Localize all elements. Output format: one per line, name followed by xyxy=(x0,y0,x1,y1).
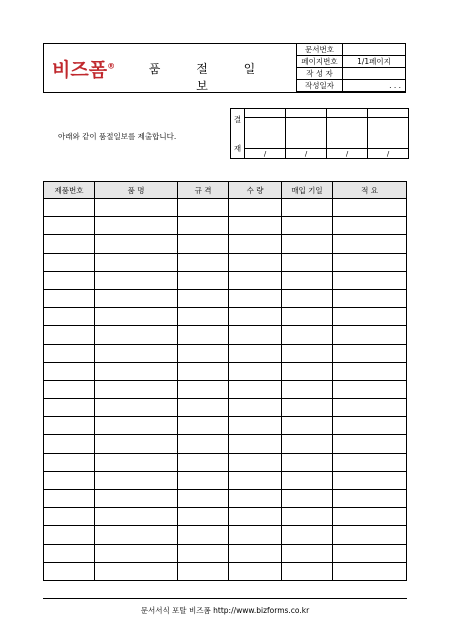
table-cell[interactable] xyxy=(44,380,95,398)
table-cell[interactable] xyxy=(44,308,95,326)
table-cell[interactable] xyxy=(178,199,229,217)
meta-value[interactable] xyxy=(343,44,406,56)
table-cell[interactable] xyxy=(333,526,407,544)
table-cell[interactable] xyxy=(95,235,178,253)
table-cell[interactable] xyxy=(95,453,178,471)
table-cell[interactable] xyxy=(44,362,95,380)
table-cell[interactable] xyxy=(44,199,95,217)
meta-row xyxy=(297,80,406,92)
meta-value[interactable]: . . . xyxy=(343,80,406,92)
logo: 비즈폼® xyxy=(52,59,116,81)
table-cell[interactable] xyxy=(178,453,229,471)
approval-sign-cell[interactable] xyxy=(245,118,286,149)
table-cell[interactable] xyxy=(178,544,229,562)
table-cell[interactable] xyxy=(282,199,333,217)
table-cell[interactable] xyxy=(333,289,407,307)
table-cell[interactable] xyxy=(178,417,229,435)
col-product-no: 제품번호 xyxy=(44,182,95,199)
table-cell[interactable] xyxy=(282,271,333,289)
table-cell[interactable] xyxy=(44,344,95,362)
table-cell[interactable] xyxy=(333,508,407,526)
table-cell[interactable] xyxy=(229,326,282,344)
table-cell[interactable] xyxy=(282,490,333,508)
table-cell[interactable] xyxy=(95,199,178,217)
table-row xyxy=(44,508,407,526)
table-cell[interactable] xyxy=(229,562,282,580)
approval-sign-cell[interactable] xyxy=(327,118,368,149)
document-title: 품 절 일 보 xyxy=(148,62,272,93)
table-row xyxy=(44,417,407,435)
table-row xyxy=(44,271,407,289)
table-cell[interactable] xyxy=(282,308,333,326)
approval-date-cell[interactable]: / xyxy=(286,149,327,159)
table-cell[interactable] xyxy=(282,217,333,235)
table-cell[interactable] xyxy=(44,490,95,508)
table-row xyxy=(44,217,407,235)
table-cell[interactable] xyxy=(178,217,229,235)
table-cell[interactable] xyxy=(333,253,407,271)
table-cell[interactable] xyxy=(229,435,282,453)
table-row xyxy=(44,253,407,271)
meta-label: 페이지번호 xyxy=(297,56,343,68)
approval-date-cell[interactable]: / xyxy=(245,149,286,159)
table-row xyxy=(44,326,407,344)
table-cell[interactable] xyxy=(282,326,333,344)
table-cell[interactable] xyxy=(333,235,407,253)
table-cell[interactable] xyxy=(229,344,282,362)
meta-row xyxy=(297,56,406,68)
table-cell[interactable] xyxy=(282,380,333,398)
table-cell[interactable] xyxy=(178,490,229,508)
table-cell[interactable] xyxy=(44,453,95,471)
table-row xyxy=(44,544,407,562)
table-cell[interactable] xyxy=(178,344,229,362)
table-cell[interactable] xyxy=(44,544,95,562)
table-cell[interactable] xyxy=(95,253,178,271)
table-cell[interactable] xyxy=(282,399,333,417)
table-cell[interactable] xyxy=(178,253,229,271)
table-cell[interactable] xyxy=(95,399,178,417)
table-cell[interactable] xyxy=(333,544,407,562)
approval-title-cell[interactable] xyxy=(368,109,409,118)
table-cell[interactable] xyxy=(333,562,407,580)
table-cell[interactable] xyxy=(95,289,178,307)
table-cell[interactable] xyxy=(282,471,333,489)
table-row xyxy=(44,471,407,489)
stockout-table xyxy=(43,181,407,581)
table-cell[interactable] xyxy=(333,417,407,435)
table-cell[interactable] xyxy=(178,508,229,526)
table-cell[interactable] xyxy=(333,435,407,453)
table-cell[interactable] xyxy=(282,453,333,471)
table-row xyxy=(44,399,407,417)
table-cell[interactable] xyxy=(178,380,229,398)
table-cell[interactable] xyxy=(178,235,229,253)
table-cell[interactable] xyxy=(333,471,407,489)
approval-sign-cell[interactable] xyxy=(368,118,409,149)
table-cell[interactable] xyxy=(178,562,229,580)
col-remarks: 적 요 xyxy=(333,182,407,199)
table-cell[interactable] xyxy=(333,453,407,471)
col-purchase-date: 매입 기일 xyxy=(282,182,333,199)
table-row xyxy=(44,344,407,362)
table-cell[interactable] xyxy=(333,326,407,344)
table-cell[interactable] xyxy=(333,308,407,326)
table-cell[interactable] xyxy=(229,362,282,380)
table-cell[interactable] xyxy=(282,235,333,253)
table-cell[interactable] xyxy=(178,435,229,453)
table-row xyxy=(44,362,407,380)
table-row xyxy=(44,526,407,544)
table-cell[interactable] xyxy=(282,253,333,271)
table-body xyxy=(44,199,407,581)
table-row xyxy=(44,435,407,453)
meta-label: 문서번호 xyxy=(297,44,343,56)
table-cell[interactable] xyxy=(44,435,95,453)
table-cell[interactable] xyxy=(229,526,282,544)
table-cell[interactable] xyxy=(333,199,407,217)
table-cell[interactable] xyxy=(333,362,407,380)
table-cell[interactable] xyxy=(229,508,282,526)
table-cell[interactable] xyxy=(95,417,178,435)
table-cell[interactable] xyxy=(333,217,407,235)
col-quantity: 수 량 xyxy=(229,182,282,199)
table-cell[interactable] xyxy=(44,399,95,417)
table-cell[interactable] xyxy=(178,289,229,307)
table-cell[interactable] xyxy=(95,544,178,562)
footer-divider xyxy=(43,598,407,599)
table-cell[interactable] xyxy=(282,526,333,544)
table-cell[interactable] xyxy=(95,490,178,508)
table-cell[interactable] xyxy=(229,471,282,489)
footer-text: 문서서식 포탈 비즈폼 http://www.bizforms.co.kr xyxy=(140,606,310,615)
table-row xyxy=(44,490,407,508)
table-cell[interactable] xyxy=(44,508,95,526)
meta-row xyxy=(297,44,406,56)
approval-sign-cell[interactable] xyxy=(286,118,327,149)
table-cell[interactable] xyxy=(95,562,178,580)
table-cell[interactable] xyxy=(229,308,282,326)
meta-value[interactable] xyxy=(343,68,406,80)
table-cell[interactable] xyxy=(282,562,333,580)
table-cell[interactable] xyxy=(95,435,178,453)
table-cell[interactable] xyxy=(95,308,178,326)
table-cell[interactable] xyxy=(44,326,95,344)
table-cell[interactable] xyxy=(333,490,407,508)
table-cell[interactable] xyxy=(178,399,229,417)
approval-title-cell[interactable] xyxy=(286,109,327,118)
table-cell[interactable] xyxy=(95,344,178,362)
meta-row xyxy=(297,68,406,80)
registered-mark: ® xyxy=(107,61,116,71)
table-cell[interactable] xyxy=(229,289,282,307)
approval-date-cell[interactable]: / xyxy=(368,149,409,159)
table-cell[interactable] xyxy=(44,562,95,580)
approval-title-cell[interactable] xyxy=(327,109,368,118)
table-row xyxy=(44,380,407,398)
table-row xyxy=(44,289,407,307)
table-cell[interactable] xyxy=(282,544,333,562)
approval-title-cell[interactable] xyxy=(245,109,286,118)
table-cell[interactable] xyxy=(229,399,282,417)
col-item-name: 품 명 xyxy=(95,182,178,199)
table-cell[interactable] xyxy=(95,526,178,544)
table-cell[interactable] xyxy=(333,380,407,398)
table-cell[interactable] xyxy=(229,380,282,398)
table-row xyxy=(44,199,407,217)
table-cell[interactable] xyxy=(44,471,95,489)
table-cell[interactable] xyxy=(229,199,282,217)
approval-date-cell[interactable]: / xyxy=(327,149,368,159)
table-row xyxy=(44,308,407,326)
table-cell[interactable] xyxy=(95,380,178,398)
table-cell[interactable] xyxy=(44,417,95,435)
table-cell[interactable] xyxy=(282,508,333,526)
table-cell[interactable] xyxy=(95,217,178,235)
table-cell[interactable] xyxy=(95,471,178,489)
table-cell[interactable] xyxy=(229,253,282,271)
col-spec: 규 격 xyxy=(178,182,229,199)
table-cell[interactable] xyxy=(282,344,333,362)
table-cell[interactable] xyxy=(229,417,282,435)
table-cell[interactable] xyxy=(178,326,229,344)
table-cell[interactable] xyxy=(95,508,178,526)
table-cell[interactable] xyxy=(44,217,95,235)
table-cell[interactable] xyxy=(229,544,282,562)
table-cell[interactable] xyxy=(178,526,229,544)
approval-label: 결 재 xyxy=(231,109,245,159)
meta-value[interactable]: 1/1페이지 xyxy=(343,56,406,68)
table-cell[interactable] xyxy=(178,471,229,489)
table-cell[interactable] xyxy=(282,362,333,380)
table-cell[interactable] xyxy=(44,271,95,289)
table-cell[interactable] xyxy=(44,253,95,271)
table-cell[interactable] xyxy=(44,289,95,307)
statement-text: 아래와 같이 품절일보를 제출합니다. xyxy=(58,132,177,141)
table-cell[interactable] xyxy=(178,271,229,289)
table-cell[interactable] xyxy=(44,526,95,544)
approval-box xyxy=(230,108,409,159)
table-cell[interactable] xyxy=(229,271,282,289)
table-cell[interactable] xyxy=(333,399,407,417)
table-cell[interactable] xyxy=(282,417,333,435)
table-cell[interactable] xyxy=(95,362,178,380)
table-cell[interactable] xyxy=(95,271,178,289)
table-cell[interactable] xyxy=(282,289,333,307)
table-cell[interactable] xyxy=(44,235,95,253)
document-meta-table xyxy=(296,43,406,92)
table-cell[interactable] xyxy=(282,435,333,453)
meta-label: 작성일자 xyxy=(297,80,343,92)
table-cell[interactable] xyxy=(229,453,282,471)
table-header-row xyxy=(44,182,407,199)
table-row xyxy=(44,562,407,580)
table-cell[interactable] xyxy=(333,344,407,362)
table-cell[interactable] xyxy=(333,271,407,289)
table-cell[interactable] xyxy=(229,217,282,235)
table-row xyxy=(44,453,407,471)
table-cell[interactable] xyxy=(229,490,282,508)
table-row xyxy=(44,235,407,253)
table-cell[interactable] xyxy=(178,362,229,380)
table-cell[interactable] xyxy=(229,235,282,253)
meta-label: 작 성 자 xyxy=(297,68,343,80)
table-cell[interactable] xyxy=(95,326,178,344)
table-cell[interactable] xyxy=(178,308,229,326)
